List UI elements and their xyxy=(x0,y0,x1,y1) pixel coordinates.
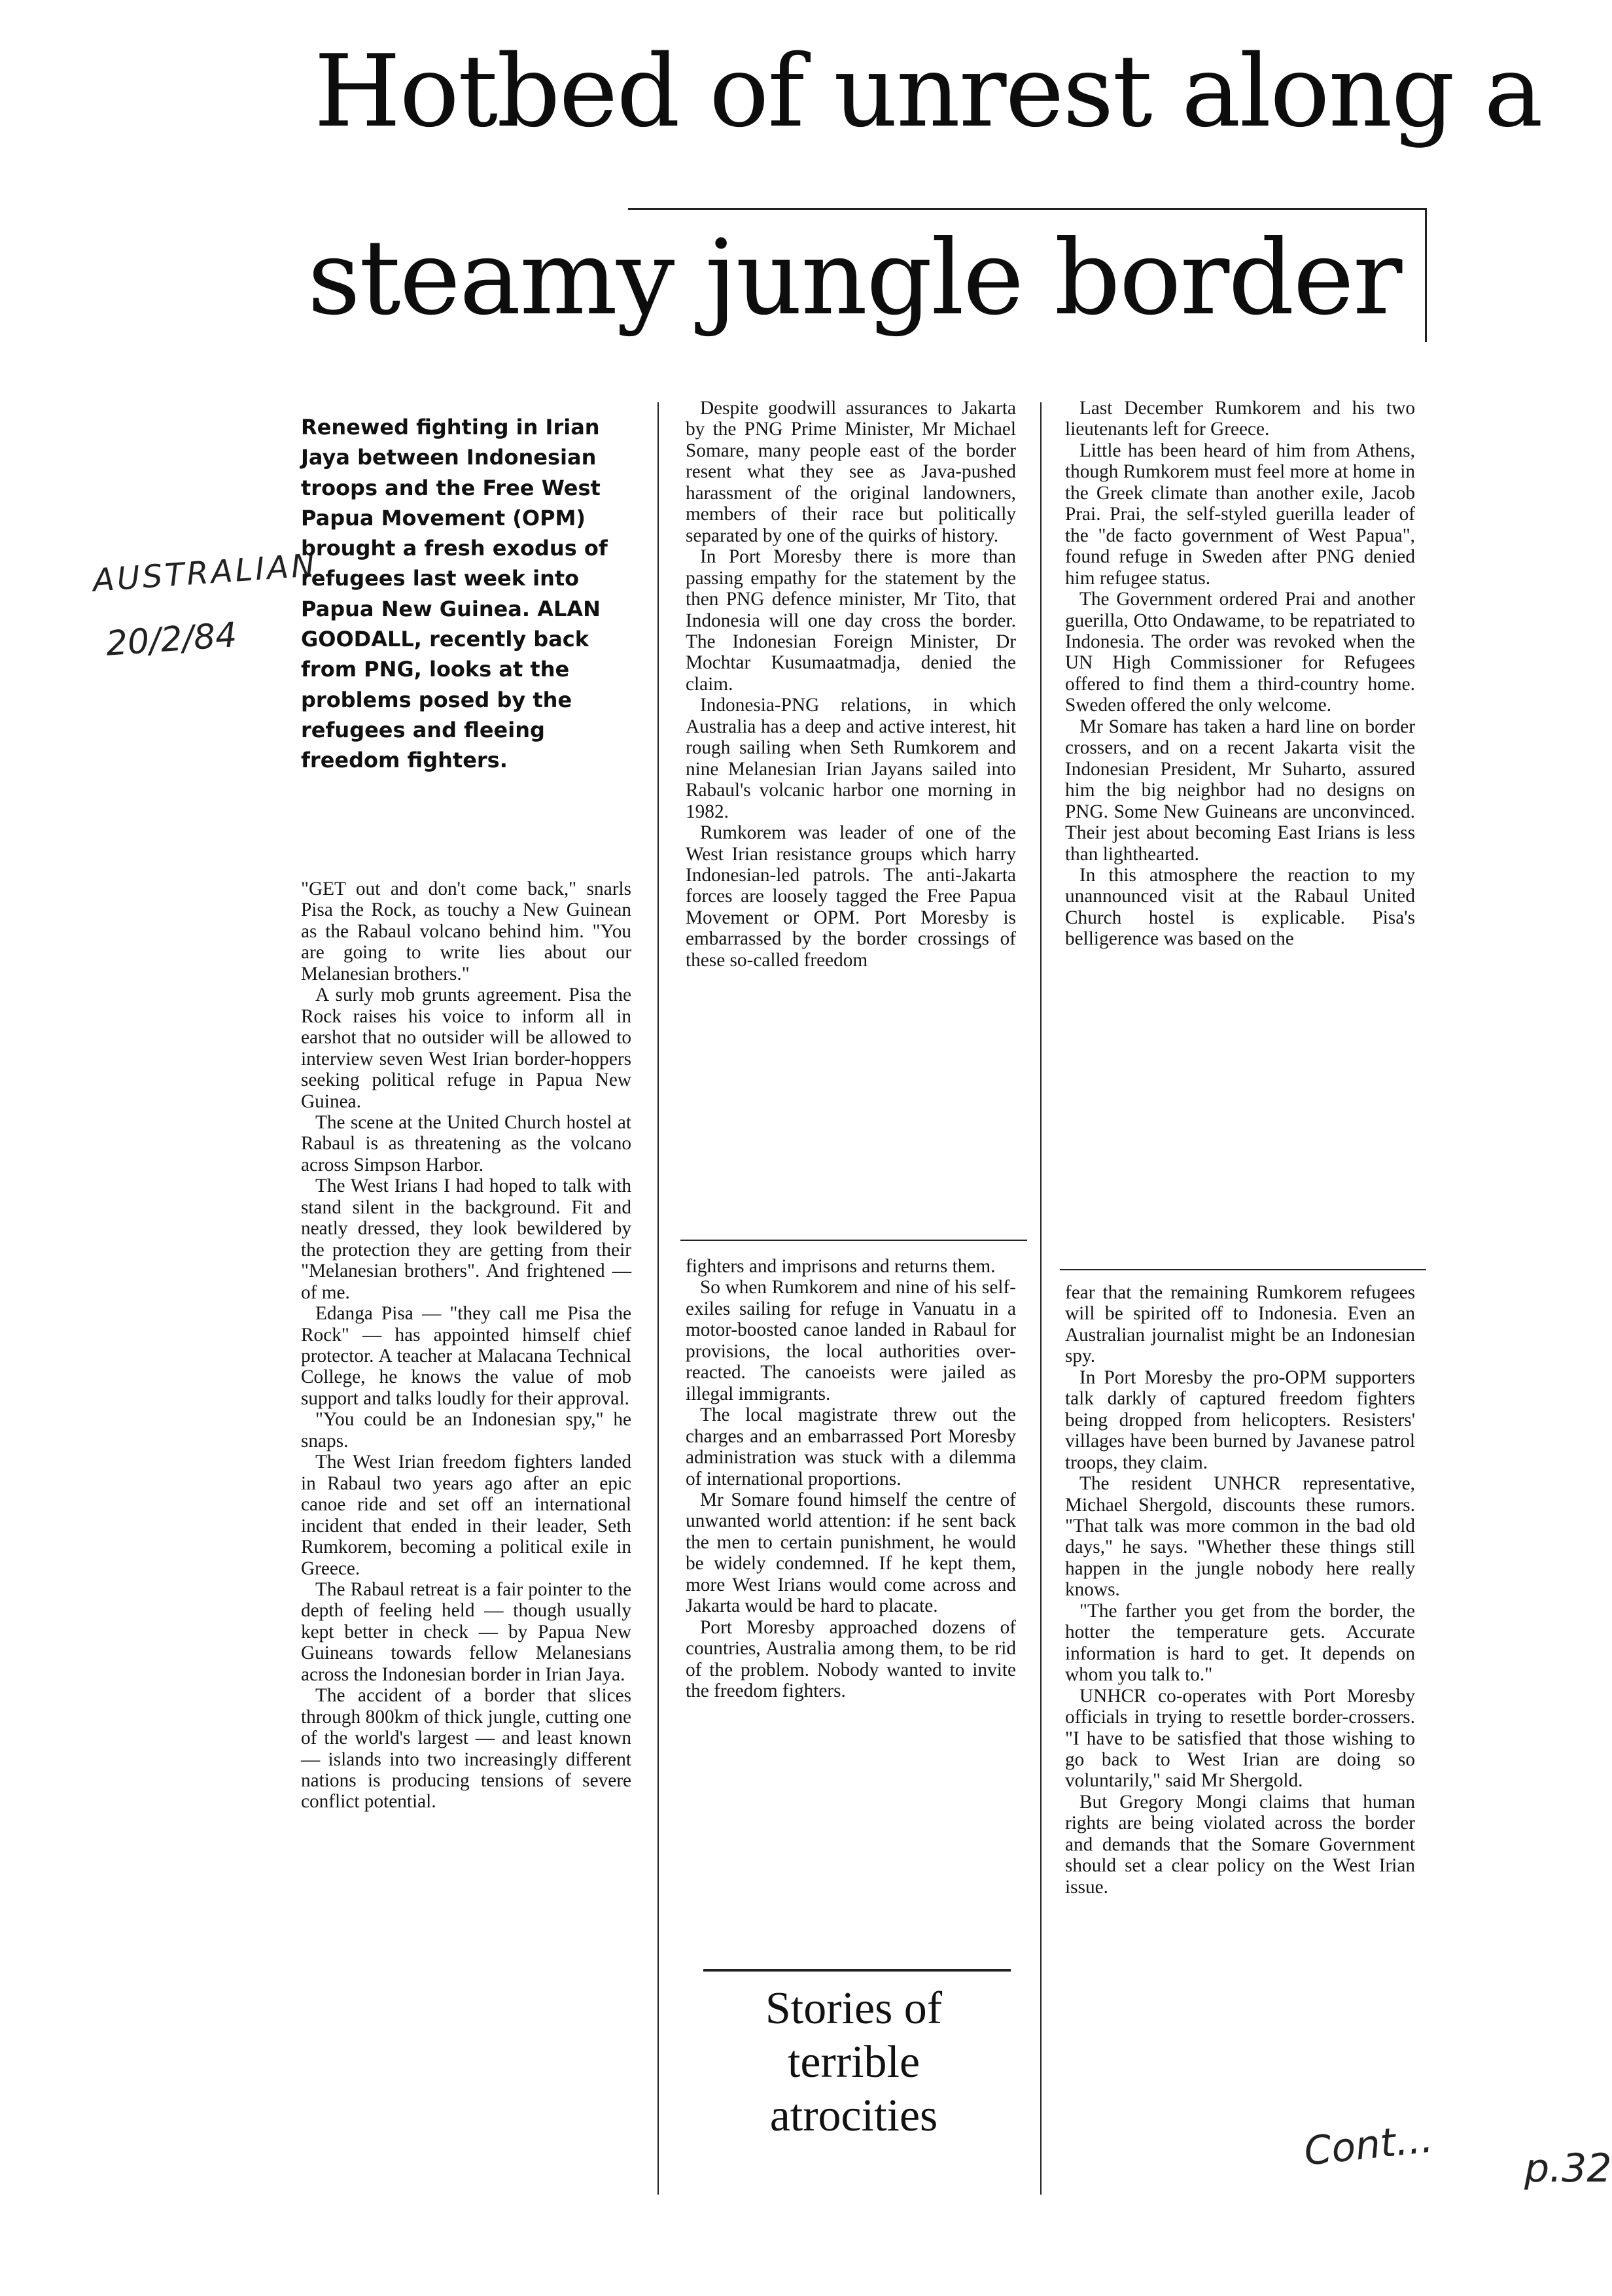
column-3-top xyxy=(1065,398,1415,950)
column-1-paragraph: "You could be an Indonesian spy," he snaps. xyxy=(301,1409,631,1452)
headline-rule xyxy=(628,208,1426,210)
handwritten-page-number: p.32 xyxy=(1524,2146,1612,2191)
column-3-paragraph: But Gregory Mongi claims that human rights are being violated across the border and demands that the Somare Government should set a clear policy on the West Irian issue. xyxy=(1065,1791,1415,1898)
pull-quote: Stories of terrible atrocities xyxy=(765,1983,943,2141)
handwritten-date-note: 20/2/84 xyxy=(105,616,239,664)
column-3-paragraph: Mr Somare has taken a hard line on border crossers, and on a recent Jakarta visit the Indonesian President, Mr Suharto, assured him the big neighbor had no designs on PNG. Some New Guineans are unconvinced. Their jest about becoming East Irians is less than lighthearted. xyxy=(1065,716,1415,865)
column-2-top xyxy=(686,398,1016,971)
column-3-paragraph: The resident UNHCR representative, Michael Shergold, discounts these rumors. "That talk was more common in the bad old days," he says. "Whether these things still happen in the jungle nobody here really knows. xyxy=(1065,1473,1415,1601)
column-2-break-rule xyxy=(680,1240,1027,1241)
column-3-paragraph: Little has been heard of him from Athens, though Rumkorem must feel more at home in the Greek climate than another exile, Jacob Prai. Prai, the self-styled guerilla leader of the "de facto government of West Papua", found refuge in Sweden after PNG denied him refugee status. xyxy=(1065,440,1415,589)
column-1-paragraph: "GET out and don't come back," snarls Pisa the Rock, as touchy a New Guinean as the Rabaul volcano behind him. "You are going to write lies about our Melanesian brothers." xyxy=(301,878,631,984)
headline-line-2: steamy jungle border xyxy=(307,218,1401,338)
column-2-bottom xyxy=(686,1256,1016,1702)
pull-quote-rule xyxy=(703,1969,1011,1972)
column-1-paragraph: The scene at the United Church hostel at Rabaul is as threatening as the volcano across Simpson Harbor. xyxy=(301,1111,631,1175)
column-3-paragraph: fear that the remaining Rumkorem refugees will be spirited off to Indonesia. Even an Australian journalist might be an Indonesian spy. xyxy=(1065,1282,1415,1367)
column-2-paragraph: The local magistrate threw out the charges and an embarrassed Port Moresby administration was stuck with a dilemma of international proportions. xyxy=(686,1404,1016,1489)
handwritten-source-note: AUSTRALIAN xyxy=(92,547,319,599)
column-2-paragraph: Port Moresby approached dozens of countries, Australia among them, to be rid of the problem. Nobody wanted to invite the freedom fighters. xyxy=(686,1616,1016,1702)
column-3-paragraph: "The farther you get from the border, the hotter the temperature gets. Accurate information is hard to get. It depends on whom you talk to." xyxy=(1065,1600,1415,1686)
column-1 xyxy=(301,878,631,1813)
column-1-paragraph: The West Irian freedom fighters landed in Rabaul two years ago after an epic canoe ride and set off an international incident that ended in their leader, Seth Rumkorem, becoming a political exile in Greece. xyxy=(301,1452,631,1579)
column-3-paragraph: Last December Rumkorem and his two lieutenants left for Greece. xyxy=(1065,398,1415,440)
column-1-paragraph: The Rabaul retreat is a fair pointer to the depth of feeling held — though usually kept better in check — by Papua New Guineans towards fellow Melanesians across the Indonesian border in Irian Jaya. xyxy=(301,1578,631,1685)
column-3-bottom xyxy=(1065,1282,1415,1898)
column-1-paragraph: The accident of a border that slices through 800km of thick jungle, cutting one of the world's largest — and least known — islands into two increasingly different nations is producing tensions of severe conflict potential. xyxy=(301,1685,631,1813)
column-2-paragraph: fighters and imprisons and returns them. xyxy=(686,1256,996,1277)
column-1-paragraph: A surly mob grunts agreement. Pisa the Rock raises his voice to inform all in earshot that no outsider will be allowed to interview seven West Irian border-hoppers seeking political refuge in Papua New Guinea. xyxy=(301,984,631,1112)
column-rule-2 xyxy=(1040,402,1042,2195)
column-3-paragraph: The Government ordered Prai and another guerilla, Otto Ondawame, to be repatriated to Indonesia. The order was revoked when the UN High Commissioner for Refugees offered to find them a third-country home. Sweden offered the only welcome. xyxy=(1065,589,1415,716)
column-3-paragraph: In this atmosphere the reaction to my unannounced visit at the Rabaul United Church hostel is explicable. Pisa's belligerence was based on the xyxy=(1065,864,1415,950)
headline-box-edge xyxy=(1425,208,1427,342)
column-2-paragraph: Rumkorem was leader of one of the West Irian resistance groups which harry Indonesian-led patrols. The anti-Jakarta forces are loosely tagged the Free Papua Movement or OPM. Port Moresby is embarrassed by the border crossings of these so-called freedom xyxy=(686,822,1016,971)
column-3-paragraph: In Port Moresby the pro-OPM supporters talk darkly of captured freedom fighters being dropped from helicopters. Resisters' villages have been burned by Javanese patrol troops, they claim. xyxy=(1065,1366,1415,1473)
headline-line-1: Hotbed of unrest along a xyxy=(314,33,1542,149)
column-2-paragraph: Indonesia-PNG relations, in which Australia has a deep and active interest, hit rough sailing when Seth Rumkorem and nine Melanesian Irian Jayans sailed into Rabaul's volcanic harbor one morning in 1982. xyxy=(686,695,1016,822)
intro-standfirst: Renewed fighting in Irian Jaya between Indonesian troops and the Free West Papua Movement (OPM) brought a fresh exodus of refugees last week into Papua New Guinea. ALAN GOODALL, recently back from PNG, looks at the problems posed by the refugees and fleeing freedom fighters. xyxy=(301,415,608,773)
column-2-paragraph: So when Rumkorem and nine of his self-exiles sailing for refuge in Vanuatu in a motor-boosted canoe landed in Rabaul for provisions, the local authorities over-reacted. The canoeists were jailed as illegal immigrants. xyxy=(686,1277,1016,1404)
column-3-paragraph: UNHCR co-operates with Port Moresby officials in trying to resettle border-crossers. "I have to be satisfied that those wishing to go back to West Irian are doing so voluntarily," said Mr Shergold. xyxy=(1065,1685,1415,1792)
column-1-paragraph: The West Irians I had hoped to talk with stand silent in the background. Fit and neatly dressed, they look bewildered by the protection they are getting from their "Melanesian brothers". And frightened — of me. xyxy=(301,1175,631,1303)
column-3-break-rule xyxy=(1060,1269,1426,1270)
column-1-paragraph: Edanga Pisa — "they call me Pisa the Rock" — has appointed himself chief protector. A teacher at Malacana Technical College, he knows the value of mob support and talks loudly for their approval. xyxy=(301,1303,631,1409)
column-rule-1 xyxy=(657,402,659,2195)
column-2-paragraph: Mr Somare found himself the centre of unwanted world attention: if he sent back the men to certain punishment, he would be widely condemned. If he kept them, more West Irians would come across and Jakarta would be hard to placate. xyxy=(686,1489,1016,1617)
handwritten-continued-note: Cont... xyxy=(1302,2115,1435,2175)
column-2-paragraph: Despite goodwill assurances to Jakarta by the PNG Prime Minister, Mr Michael Somare, many people east of the border resent what they see as Java-pushed harassment of the original landowners, members of their race but politically separated by one of the quirks of history. xyxy=(686,398,1016,546)
column-2-paragraph: In Port Moresby there is more than passing empathy for the statement by the then PNG defence minister, Mr Tito, that Indonesia will one day cross the border. The Indonesian Foreign Minister, Dr Mochtar Kusumaatmadja, denied the claim. xyxy=(686,546,1016,695)
